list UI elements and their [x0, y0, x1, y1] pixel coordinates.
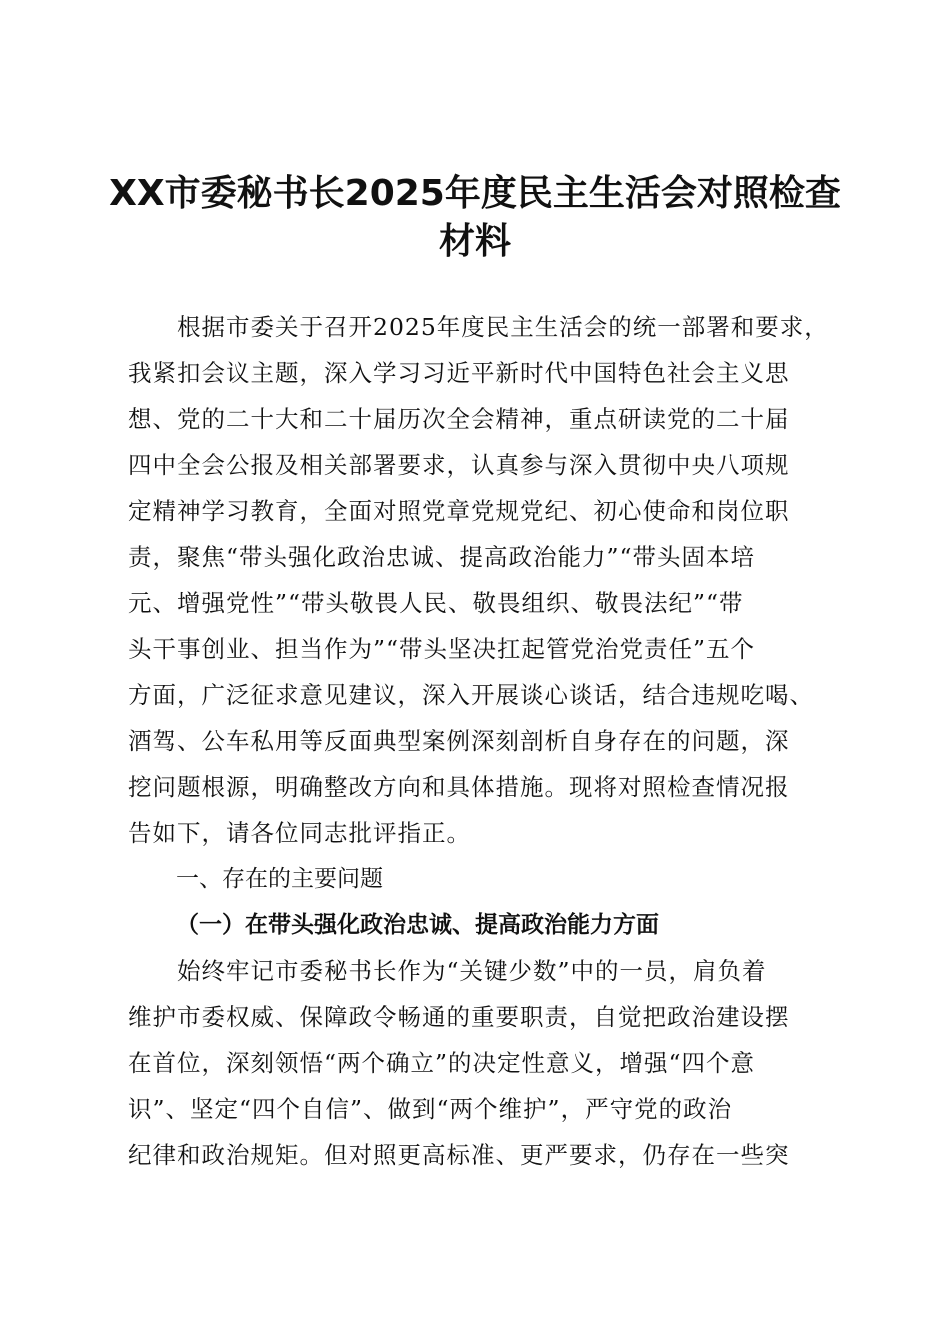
intro-line: 头干事创业、担当作为”“带头坚决扛起管党治党责任”五个: [128, 635, 756, 663]
body-line: 始终牢记市委秘书长作为“关键少数”中的一员，肩负着: [128, 957, 767, 985]
intro-line: 告如下，请各位同志批评指正。: [128, 819, 471, 847]
intro-line: 元、增强党性”“带头敬畏人民、敬畏组织、敬畏法纪”“带: [128, 589, 744, 617]
intro-line: 责，聚焦“带头强化政治忠诚、提高政治能力”“带头固本培: [128, 543, 756, 571]
intro-line: 想、党的二十大和二十届历次全会精神，重点研读党的二十届: [128, 405, 790, 433]
intro-line: 我紧扣会议主题，深入学习习近平新时代中国特色社会主义思: [128, 359, 790, 387]
body-line: 纪律和政治规矩。但对照更高标准、更严要求，仍存在一些突: [128, 1141, 790, 1169]
intro-line: 定精神学习教育，全面对照党章党规党纪、初心使命和岗位职: [128, 497, 790, 525]
intro-line: 方面，广泛征求意见建议，深入开展谈心谈话，结合违规吃喝、: [128, 681, 814, 709]
section-heading: 一、存在的主要问题: [176, 866, 383, 892]
body-line: 在首位，深刻领悟“两个确立”的决定性意义，增强“四个意: [128, 1049, 756, 1077]
body-line: 维护市委权威、保障政令畅通的重要职责，自觉把政治建设摆: [128, 1003, 790, 1031]
subsection-heading: （一）在带头强化政治忠诚、提高政治能力方面: [176, 912, 659, 938]
intro-line: 挖问题根源，明确整改方向和具体措施。现将对照检查情况报: [128, 773, 790, 801]
intro-line: 酒驾、公车私用等反面典型案例深刻剖析自身存在的问题，深: [128, 727, 790, 755]
intro-line: 根据市委关于召开2025年度民主生活会的统一部署和要求，: [128, 313, 829, 341]
document-title-line-2: 材料: [438, 221, 511, 262]
document-title-line-1: XX市委秘书长2025年度民主生活会对照检查: [109, 173, 841, 214]
body-line: 识”、坚定“四个自信”、做到“两个维护”，严守党的政治: [128, 1095, 733, 1123]
intro-line: 四中全会公报及相关部署要求，认真参与深入贯彻中央八项规: [128, 451, 790, 479]
